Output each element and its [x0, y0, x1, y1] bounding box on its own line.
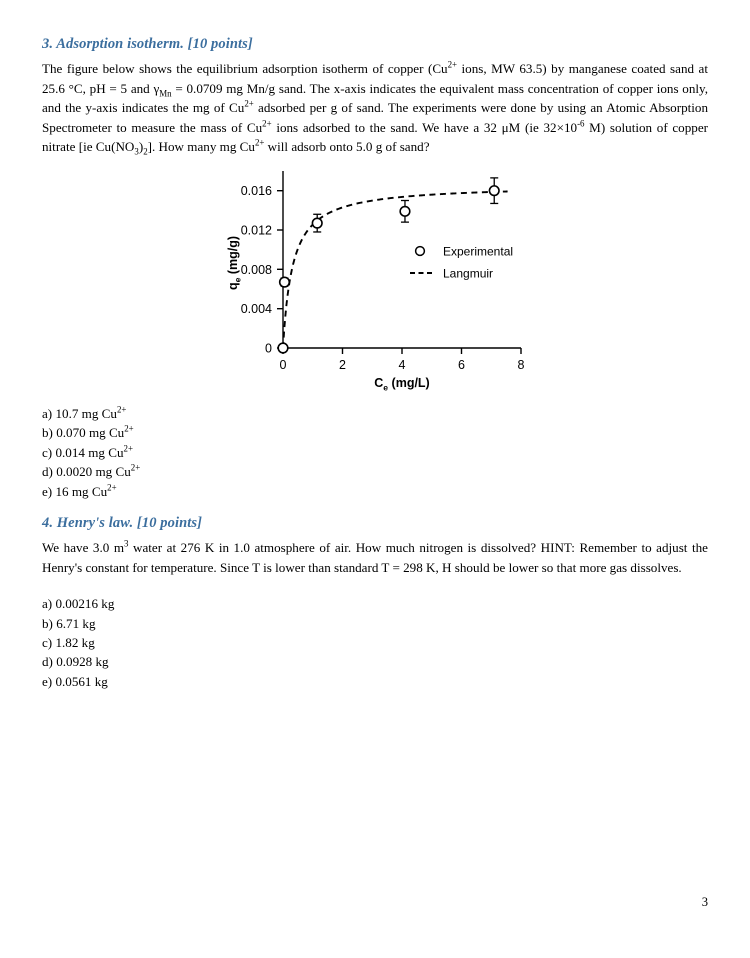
q3-sup-2: 2+ [244, 98, 254, 109]
x-axis-title-sub: e [383, 382, 389, 391]
x-tick-label-4: 8 [517, 357, 525, 372]
y-axis-title-sub: e [232, 277, 243, 283]
q3-text-9: will adsorb onto 5.0 g of sand? [264, 139, 430, 155]
q4-text-2: water at 276 K in 1.0 atmosphere of air. How much nitrogen is dissolved? HINT: Remember to adjust the Henry's constant for temperature. Since T is lower than standard T = 298 K, H should be lower so that more gas dissolves. [42, 540, 708, 575]
question-4-body [42, 538, 708, 577]
q3-text-1: The figure below shows the equilibrium adsorption isotherm of copper (Cu [42, 61, 448, 76]
q3-choice-d[interactable] [42, 462, 708, 481]
x-axis-title [374, 376, 429, 391]
page-content [42, 36, 708, 691]
q4-choice-a[interactable] [42, 594, 708, 613]
y-tick-label-2: 0.008 [240, 262, 272, 277]
q4-choice-b-letter: b) [42, 615, 53, 631]
question-4-heading: 4. Henry's law. [10 points] [42, 515, 203, 531]
adsorption-isotherm-figure [215, 163, 535, 391]
q4-choice-c-letter: c) [42, 635, 53, 650]
y-tick-label-1: 0.004 [240, 302, 272, 317]
spacer-after-figure [42, 391, 708, 404]
isotherm-chart [215, 163, 535, 391]
q3-choice-d-sup: 2+ [130, 462, 141, 473]
question-4-choices [42, 594, 708, 691]
q3-choice-e-value: 16 mg Cu [55, 483, 108, 499]
q3-sub-2: 2 [143, 146, 148, 157]
q4-choice-a-value: 0.00216 kg [55, 596, 115, 612]
q3-choice-e-letter: e) [42, 483, 53, 499]
x-tick-label-2: 4 [398, 357, 406, 372]
q3-text-5: ions adsorbed to the sand. We have a 32 μM (ie 32×10 [271, 119, 578, 135]
q3-choice-b-sup: 2+ [124, 424, 134, 435]
q3-choice-a[interactable] [42, 404, 708, 423]
y-tick-label-0: 0 [265, 341, 272, 356]
q3-text-6: M) solution of copper nitrate [ie Cu(NO [42, 119, 708, 155]
data-marker-1 [280, 277, 290, 287]
legend-label-experimental: Experimental [443, 244, 514, 259]
q3-choice-c[interactable] [42, 443, 708, 462]
question-3-heading: 3. Adsorption isotherm. [10 points] [42, 36, 253, 52]
q3-choice-c-value: 0.014 mg Cu [55, 444, 124, 460]
q3-sup-3: 2+ [262, 118, 272, 129]
q3-sub-no3: 3 [134, 146, 139, 157]
q4-choice-e-value: 0.0561 kg [55, 673, 108, 689]
q4-choice-d-letter: d) [42, 654, 53, 670]
q4-choice-b[interactable] [42, 614, 708, 633]
q3-choice-d-value: 0.0020 mg Cu [56, 464, 131, 480]
y-axis-title-rest: (mg/g) [226, 235, 240, 278]
data-marker-3 [400, 206, 410, 216]
q4-choice-d[interactable] [42, 652, 708, 671]
q4-choice-e[interactable] [42, 672, 708, 691]
data-marker-4 [489, 186, 499, 196]
spacer-between-questions [42, 501, 708, 515]
spacer-before-q4-choices [42, 577, 708, 594]
q3-text-2: ions, MW 63.5) by manganese coated sand at 25.6 °C, pH = 5 and [42, 61, 708, 96]
q4-choice-d-value: 0.0928 kg [56, 654, 109, 670]
q3-sup-1: 2+ [447, 59, 458, 70]
q3-choice-a-sup: 2+ [116, 404, 127, 415]
q4-sup-1: 3 [124, 538, 129, 549]
q3-text-7: ) [138, 139, 144, 155]
x-tick-label-0: 0 [279, 357, 287, 372]
q3-text-8: ]. How many mg Cu [147, 139, 255, 155]
q3-choice-c-sup: 2+ [123, 443, 133, 454]
y-axis-title-main: q [226, 282, 240, 291]
q3-choice-a-letter: a) [42, 405, 53, 421]
data-marker-0 [278, 343, 288, 353]
legend-label-langmuir: Langmuir [443, 266, 494, 281]
q3-choice-b-letter: b) [42, 425, 53, 441]
data-point-1 [280, 277, 290, 287]
page-number: 3 [701, 895, 708, 909]
x-tick-label-3: 6 [458, 357, 465, 372]
q3-sup-4: -6 [577, 118, 585, 129]
q3-choice-b-value: 0.070 mg Cu [56, 425, 125, 441]
x-axis-title-rest: (mg/L) [388, 375, 430, 390]
x-tick-label-1: 2 [339, 357, 346, 372]
question-3-choices [42, 404, 708, 501]
q4-choice-a-letter: a) [42, 596, 53, 612]
y-tick-label-3: 0.012 [240, 223, 272, 238]
data-marker-2 [312, 218, 322, 228]
question-3-body [42, 59, 708, 157]
gamma-subscript: Mn [159, 88, 172, 99]
q4-choice-b-value: 6.71 kg [56, 615, 96, 631]
gamma-symbol: γ [153, 80, 160, 96]
q3-choice-e-sup: 2+ [107, 482, 117, 493]
y-tick-label-4: 0.016 [240, 184, 272, 199]
data-point-0 [278, 343, 288, 353]
q3-text-4: adsorbed per g of sand. The experiments were done by using an Atomic Absorption Spectrometer to measure the mass of Cu [42, 100, 708, 135]
q3-choice-e[interactable] [42, 482, 708, 501]
x-axis-title-main: C [374, 375, 384, 390]
adsorption-isotherm-figure-wrapper [42, 163, 708, 391]
q4-choice-c[interactable] [42, 633, 708, 652]
q3-choice-c-letter: c) [42, 444, 53, 460]
q3-choice-b[interactable] [42, 423, 708, 442]
q3-text-3: = 0.0709 mg Mn/g sand. The x-axis indicates the equivalent mass concentration of copper ions only, and the y-axis indicates the mg of Cu [42, 80, 708, 116]
q4-choice-e-letter: e) [42, 673, 53, 689]
q3-choice-a-value: 10.7 mg Cu [55, 405, 117, 421]
q3-sup-5: 2+ [254, 138, 265, 149]
q4-text-1: We have 3.0 m [42, 540, 125, 555]
q3-choice-d-letter: d) [42, 464, 53, 480]
q4-choice-c-value: 1.82 kg [55, 635, 95, 650]
